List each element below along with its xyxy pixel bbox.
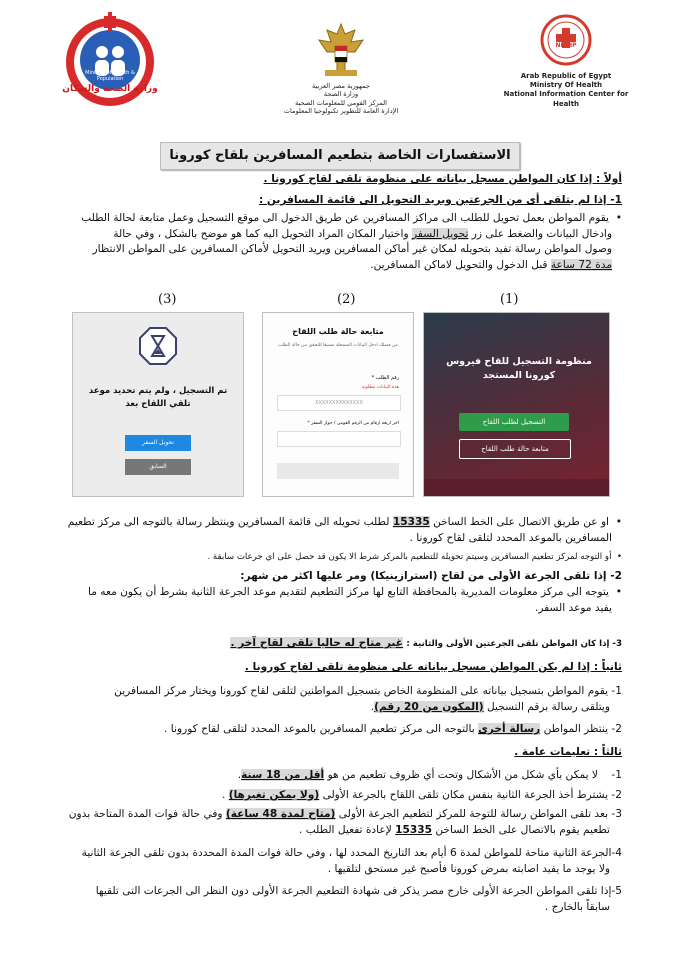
figure-number-1: (1)	[500, 292, 519, 307]
general-instruction-2	[52, 788, 622, 804]
visit-center-note: • أو التوجه لمركز تطعيم المسافرين وسيتم تحويله للتطعيم بالمركز شرط الا يكون قد حصل على اي جرعات سابقة .	[207, 552, 622, 562]
para-text: واختيار المكان المراد التحويل اليه كما هو موضح بالشكل ، وفي حالة	[113, 227, 409, 240]
item-number: 4-	[611, 847, 622, 859]
section1-item2-heading: 2- إذا تلقى الجرعة الأولى من لقاح (استرازينيكا) ومر عليها اكثر من شهر:	[240, 570, 622, 582]
right-caption-line: Ministry Of Health	[529, 81, 603, 90]
item-text: .	[221, 789, 226, 801]
section1-heading-text: أولاً : إذا كان المواطن مسجل بياناته على منظومة تلقى لقاح كورونا .	[263, 173, 622, 185]
hotline-paragraph	[52, 515, 622, 546]
para-line	[52, 531, 622, 547]
para-text: يفيد موعد السفر.	[534, 601, 612, 614]
item-text: إذا تلقى المواطن الجرعة الأولى خارج مصر يذكر فى شهادة التطعيم الجرعة الأولى دون النظر الى الجرعات التى تلقيها	[95, 885, 612, 897]
para-text: لطلب تحويله الى قائمة المسافرين وينتظر رسالة بالتوجه الى مركز تطعيم	[67, 516, 390, 528]
screenshot-registration-home	[423, 312, 610, 497]
item-text: الجرعة الثانية متاحة للمواطن لمدة 6 أيام بعد التاريخ المحدد لها ، وفي حالة فوات المدة المحددة بدون تلقى الجرعة الثانية	[81, 847, 612, 859]
center-caption-line: وزارة الصحة	[323, 90, 359, 99]
item-text: وفي حالة فوات المدة المتاحة بدون	[68, 808, 223, 820]
figure-number-2: (2)	[337, 292, 356, 307]
item-text: لإعادة تفعيل الطلب .	[299, 823, 392, 836]
track-request-subtitle: من فضلك ادخل البيانات المسجلة مسبقا للتحقق من حالة الطلب	[278, 343, 398, 348]
section1-item1-heading	[62, 193, 622, 209]
hotline-number: 15335	[395, 823, 432, 836]
general-instruction-5	[52, 884, 622, 915]
general-instruction-1	[52, 768, 622, 784]
left-logo-text: وزارة الصحة والسكان	[62, 84, 158, 94]
cannot-change-highlight: (ولا يمكن تغيرها)	[228, 789, 320, 801]
para-text: المسافرين بالموعد المحدد لتلقى لقاح كورونا .	[409, 531, 612, 544]
right-caption-line: National Information Center for Health	[503, 90, 629, 108]
para-line	[52, 807, 622, 823]
item-text: .	[237, 769, 242, 781]
para-line	[52, 242, 622, 258]
transfer-travel-highlight: تحويل السفر	[411, 227, 469, 240]
center-caption	[280, 82, 402, 116]
track-request-title: متابعة حالة طلب اللقاح	[292, 327, 384, 336]
right-caption	[496, 72, 636, 109]
item-number: 5-	[611, 885, 622, 897]
nichp-logo	[540, 14, 592, 66]
section1-item3	[52, 636, 622, 652]
registration-system-title: منظومة التسجيل للقاح فيروس كورونا المستجد	[446, 356, 592, 381]
screenshot-track-request	[262, 312, 414, 497]
item-text: بعد تلقى المواطن رسالة للتوجة للمركز لتطعيم الجرعة الأولى	[338, 808, 609, 820]
wait-72h-highlight: مدة 72 ساعة	[550, 258, 612, 271]
section1-item2-paragraph	[52, 585, 622, 616]
under-18-highlight: أقل من 18 سنة	[241, 769, 325, 781]
footer-bar	[424, 479, 609, 496]
para-line	[52, 227, 622, 243]
para-line: • يتوجه الى مركز معلومات المديرية بالمحافظة التابع لها مركز التطعيم لتقديم موعد الجرعة الثانية بشرط أن يكون معه ما	[88, 586, 622, 598]
previous-button[interactable]: السابق	[125, 459, 191, 475]
section1-item1-paragraph	[52, 211, 622, 273]
center-caption-line: الإدارة العامة للتطوير تكنولوجيا المعلومات	[283, 107, 399, 116]
screenshot-registered-status	[72, 312, 244, 497]
center-caption-line: المركز القومي للمعلومات الصحية	[295, 98, 387, 107]
item-number: 2-	[611, 789, 622, 801]
item-text: ولا يوجد ما يفيد اصابته بمرض كورونا فأصبح غير مستحق لتلقيها .	[327, 862, 610, 875]
figure-number-3: (3)	[158, 292, 177, 307]
para-text: يتوجه الى مركز معلومات المديرية بالمحافظة التابع لها مركز التطعيم لتقديم موعد الجرعة الثانية بشرط أن يكون معه ما	[88, 586, 610, 598]
para-text: يقوم المواطن بعمل تحويل للطلب الى مراكز المسافرين عن طريق الدخول الى موقع التسجيل وعمل متابعة لحالة الطلب	[81, 212, 610, 224]
item3-text: 3- إذا كان المواطن تلقى الجرعتين الأولى والثانية :	[406, 639, 622, 649]
section1-heading	[62, 172, 622, 188]
para-text: .	[370, 700, 375, 713]
para-text: او عن طريق الاتصال على الخط الساخن	[433, 516, 610, 528]
general-instruction-3	[52, 807, 622, 838]
para-text: وصول المواطن رسالة تفيد بتحويله لمكان غير أماكن المسافرين ويريد التحويل لأماكن المسافرين على المواطن الانتظار	[92, 243, 612, 255]
para-line	[52, 684, 622, 700]
para-line: • او عن طريق الاتصال على الخط الساخن 15335 لطلب تحويله الى قائمة المسافرين وينتظر رسالة بالتوجه الى مركز تطعيم	[67, 516, 622, 528]
para-text: 2- ينتظر المواطن	[543, 723, 622, 735]
registered-no-appointment-message: تم التسجيل ، ولم يتم تحديد موعد تلقي اللقاح بعد	[88, 386, 228, 409]
national-id-label: اخر اربعة ارقام من الرقم القومي / جواز السفر *	[307, 421, 399, 426]
section2-item2	[52, 722, 622, 738]
request-number-label: رقم الطلب *	[371, 375, 399, 381]
para-line	[52, 884, 622, 900]
section3-heading	[52, 745, 622, 761]
para-line	[52, 862, 622, 878]
section2-heading-text: ثانياً : إذا لم يكن المواطن مسجل بياناته على منظومة تلقى لقاح كورونا .	[244, 661, 622, 673]
egypt-eagle-emblem	[315, 22, 367, 78]
para-text: وادخال البيانات والضغط على زر	[471, 227, 612, 240]
nichp-logo-text: NICHP	[555, 42, 577, 49]
center-caption-line: جمهورية مصر العربية	[312, 82, 370, 90]
section2-heading	[52, 660, 622, 676]
para-line	[52, 900, 622, 916]
captcha-box[interactable]	[277, 463, 399, 479]
track-request-button[interactable]: متابعة حالة طلب اللقاح	[459, 439, 571, 459]
page-title: الاستفسارات الخاصة بتطعيم المسافرين بلقاح كورونا	[160, 142, 520, 170]
para-line: • يقوم المواطن بعمل تحويل للطلب الى مراكز المسافرين عن طريق الدخول الى موقع التسجيل وعمل متابعة لحالة الطلب	[81, 212, 622, 224]
para-line	[52, 823, 622, 839]
section3-heading-text: ثالثاً : تعليمات عامة .	[514, 746, 622, 758]
hotline-number: 15335	[392, 516, 430, 528]
note-text: أو التوجه لمركز تطعيم المسافرين وسيتم تحويله للتطعيم بالمركز شرط الا يكون قد حصل على اي جرعات سابقة .	[207, 552, 612, 562]
another-message-highlight: رسالة أخرى	[478, 723, 541, 735]
transfer-travel-button[interactable]: تحويل السفر	[125, 435, 191, 451]
para-line	[52, 601, 622, 617]
section2-item1	[52, 684, 622, 715]
para-line	[52, 258, 622, 274]
item-text: يشترط أخذ الجرعة الثانية بنفس مكان تلقى اللقاح بالجرعة الأولى	[322, 789, 609, 801]
para-text: ويتلقى رسالة برقم التسجيل	[487, 700, 610, 713]
para-text: بالتوجه الى مركز تطعيم المسافرين بالموعد المحدد لتلقى لقاح كورونا .	[164, 723, 475, 735]
no-other-vaccine-highlight: غير متاح له حاليا تلقى لقاح آخر .	[230, 637, 403, 649]
item-text: سابقاً بالخارج .	[544, 900, 610, 913]
hourglass-icon	[139, 327, 177, 365]
general-instruction-4	[52, 846, 622, 877]
request-number-input[interactable]: XXXXXXXXXXXXXX	[277, 395, 401, 411]
48-hours-highlight: (متاح لمدة 48 ساعة)	[225, 808, 336, 820]
required-error-text: هذه البيانات مطلوبة	[361, 385, 399, 390]
section1-item1-heading-text: 1- إذا لم يتلقى أى من الجرعتين ويريد التحويل الى قائمة المسافرين :	[258, 194, 622, 206]
item-number: 3-	[611, 808, 622, 820]
twenty-digit-highlight: (المكون من 20 رقم)	[374, 700, 484, 713]
para-line	[52, 700, 622, 716]
register-vaccine-button[interactable]: التسجيل لطلب اللقاح	[459, 413, 569, 431]
para-text: 1- يقوم المواطن بتسجيل بياناته على المنظومة الخاص بتسجيل المواطنين لتلقى لقاح كورونا ويختار مركز المسافرين	[114, 685, 622, 697]
para-text: قبل الدخول والتحويل لاماكن المسافرين.	[370, 258, 548, 271]
item-number: 1-	[611, 769, 622, 781]
national-id-input[interactable]	[277, 431, 401, 447]
left-logo-en-text: Ministry of Health & Population	[85, 70, 135, 82]
item-text: لا يمكن بأي شكل من الأشكال وتحت أي ظروف تطعيم من هو	[327, 769, 598, 781]
para-line	[52, 846, 622, 862]
right-caption-line: Arab Republic of Egypt	[520, 72, 612, 80]
item-text: تطعيم يقوم بالاتصال على الخط الساخن	[435, 823, 610, 836]
